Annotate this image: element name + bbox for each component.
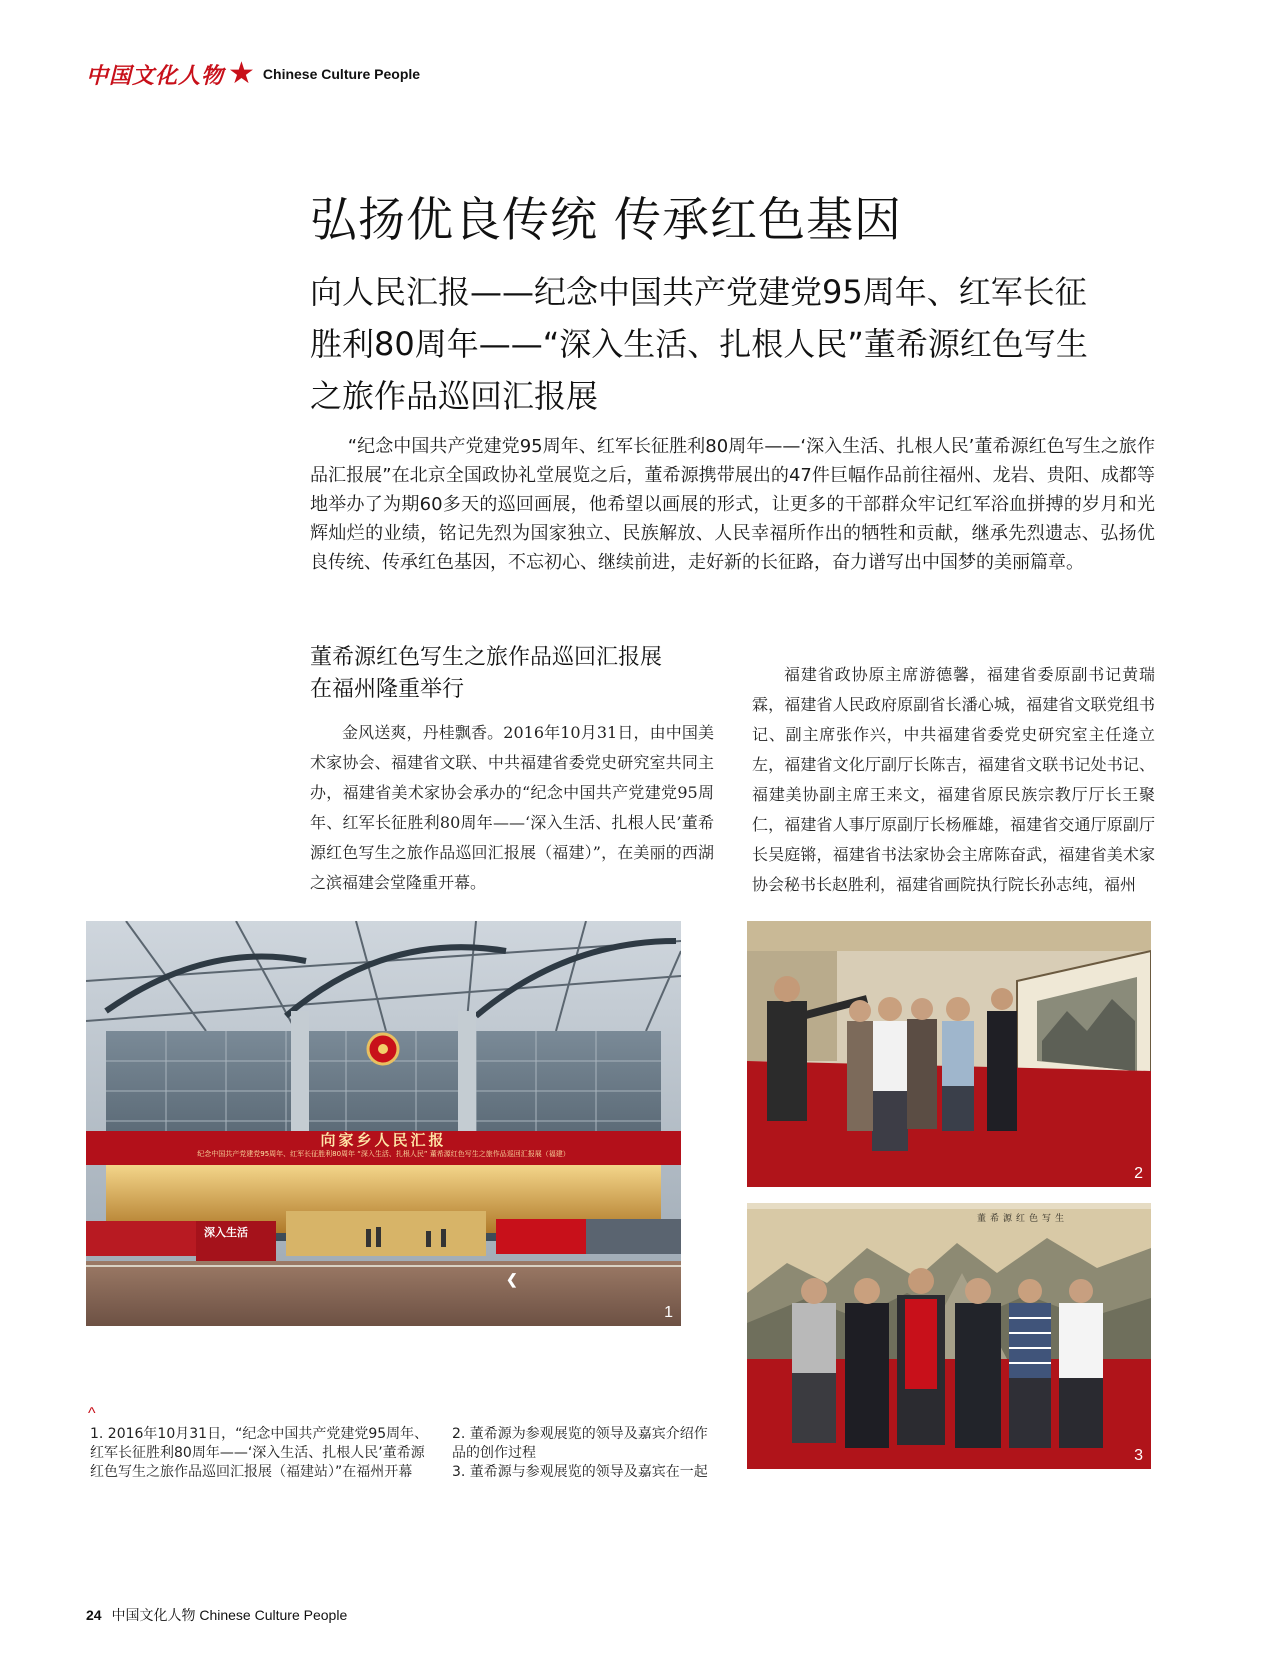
article-title: 弘扬优良传统 传承红色基因 — [310, 193, 902, 248]
banner-sub-text: 纪念中国共产党建党95周年、红军长征胜利80周年 “深入生活、扎根人民” 董希源红色写生之旅作品巡回汇报展（福建） — [197, 1150, 570, 1158]
svg-text:❮: ❮ — [506, 1271, 518, 1287]
masthead-logo-cn: 中国文化人物 — [86, 62, 225, 89]
page-number: 24 — [86, 1607, 102, 1623]
masthead — [86, 54, 420, 94]
photo-number: 2 — [1134, 1165, 1143, 1182]
footer-text: 中国文化人物 Chinese Culture People — [111, 1607, 348, 1623]
body-paragraph-right: 福建省政协原主席游德馨，福建省委原副书记黄瑞霖，福建省人民政府原副省长潘心城，福建省文联党组书记、副主席张作兴，中共福建省委党史研究室主任逄立左，福建省文化厅副厅长陈吉，福建省文联书记处书记、福建美协副主席王来文，福建省原民族宗教厅厅长王聚仁，福建省人事厅原副厅长杨雁雄，福建省交通厅原副厅长吴庭锵，福建省书法家协会主席陈奋武，福建省美术家协会秘书长赵胜利，福建省画院执行院长孙志纯，福州 — [752, 665, 1155, 894]
intro-paragraph: “纪念中国共产党建党95周年、红军长征胜利80周年——‘深入生活、扎根人民’董希源红色写生之旅作品汇报展”在北京全国政协礼堂展览之后，董希源携带展出的47件巨幅作品前往福州、龙岩、贵阳、成都等地举办了为期60多天的巡回画展，他希望以画展的形式，让更多的干部群众牢记红军浴血拼搏的岁月和光辉灿烂的业绩，铭记先烈为国家独立、民族解放、人民幸福所作出的牺牲和贡献，继承先烈遗志、弘扬优良传统、传承红色基因，不忘初心、继续前进，走好新的长征路，奋力谱写出中国梦的美丽篇章。 — [310, 436, 1155, 573]
subtitle-line: 胜利80周年——“深入生活、扎根人民”董希源红色写生 — [310, 325, 1088, 363]
caption-1: 1. 2016年10月31日，“纪念中国共产党建党95周年、红军长征胜利80周年——‘深入生活、扎根人民’董希源红色写生之旅作品巡回汇报展（福建站）”在福州开幕 — [90, 1426, 429, 1480]
photo-building — [86, 921, 681, 1326]
poster-text: 深入生活 — [204, 1226, 248, 1239]
body-paragraph-left: 金风送爽，丹桂飘香。2016年10月31日，由中国美术家协会、福建省文联、中共福建省委党史研究室共同主办，福建省美术家协会承办的“纪念中国共产党建党95周年、红军长征胜利80周年——‘深入生活、扎根人民’董希源红色写生之旅作品巡回汇报展（福建）”，在美丽的西湖之滨福建会堂隆重开幕。 — [310, 723, 714, 892]
photo-building-illustration — [86, 921, 681, 1326]
article-subtitle — [310, 266, 1150, 422]
masthead-logo-en: Chinese Culture People — [262, 66, 421, 82]
caption-2: 2. 董希源为参观展览的领导及嘉宾介绍作品的创作过程 — [452, 1426, 708, 1461]
star-icon: ★ — [228, 56, 255, 91]
photo-number: 3 — [1134, 1447, 1143, 1464]
photo-number: 1 — [664, 1304, 673, 1321]
banner-main-text: 向家乡人民汇报 — [320, 1131, 447, 1149]
photo-group — [747, 1203, 1151, 1469]
photo-gallery-tour-illustration — [747, 921, 1151, 1187]
subtitle-line: 之旅作品巡回汇报展 — [310, 377, 599, 415]
section-heading-line: 董希源红色写生之旅作品巡回汇报展 — [310, 645, 663, 670]
subtitle-line: 向人民汇报——纪念中国共产党建党95周年、红军长征 — [310, 273, 1087, 311]
photo-group-illustration — [747, 1203, 1151, 1469]
caption-3: 3. 董希源与参观展览的领导及嘉宾在一起 — [452, 1464, 708, 1480]
scroll-title: 董希源红色写生 — [977, 1214, 1069, 1224]
section-heading — [310, 642, 710, 706]
photo-gallery-tour — [747, 921, 1151, 1187]
section-heading-line: 在福州隆重举行 — [310, 677, 465, 702]
caption-marker: ^ — [88, 1405, 96, 1422]
page-footer — [86, 1605, 347, 1625]
